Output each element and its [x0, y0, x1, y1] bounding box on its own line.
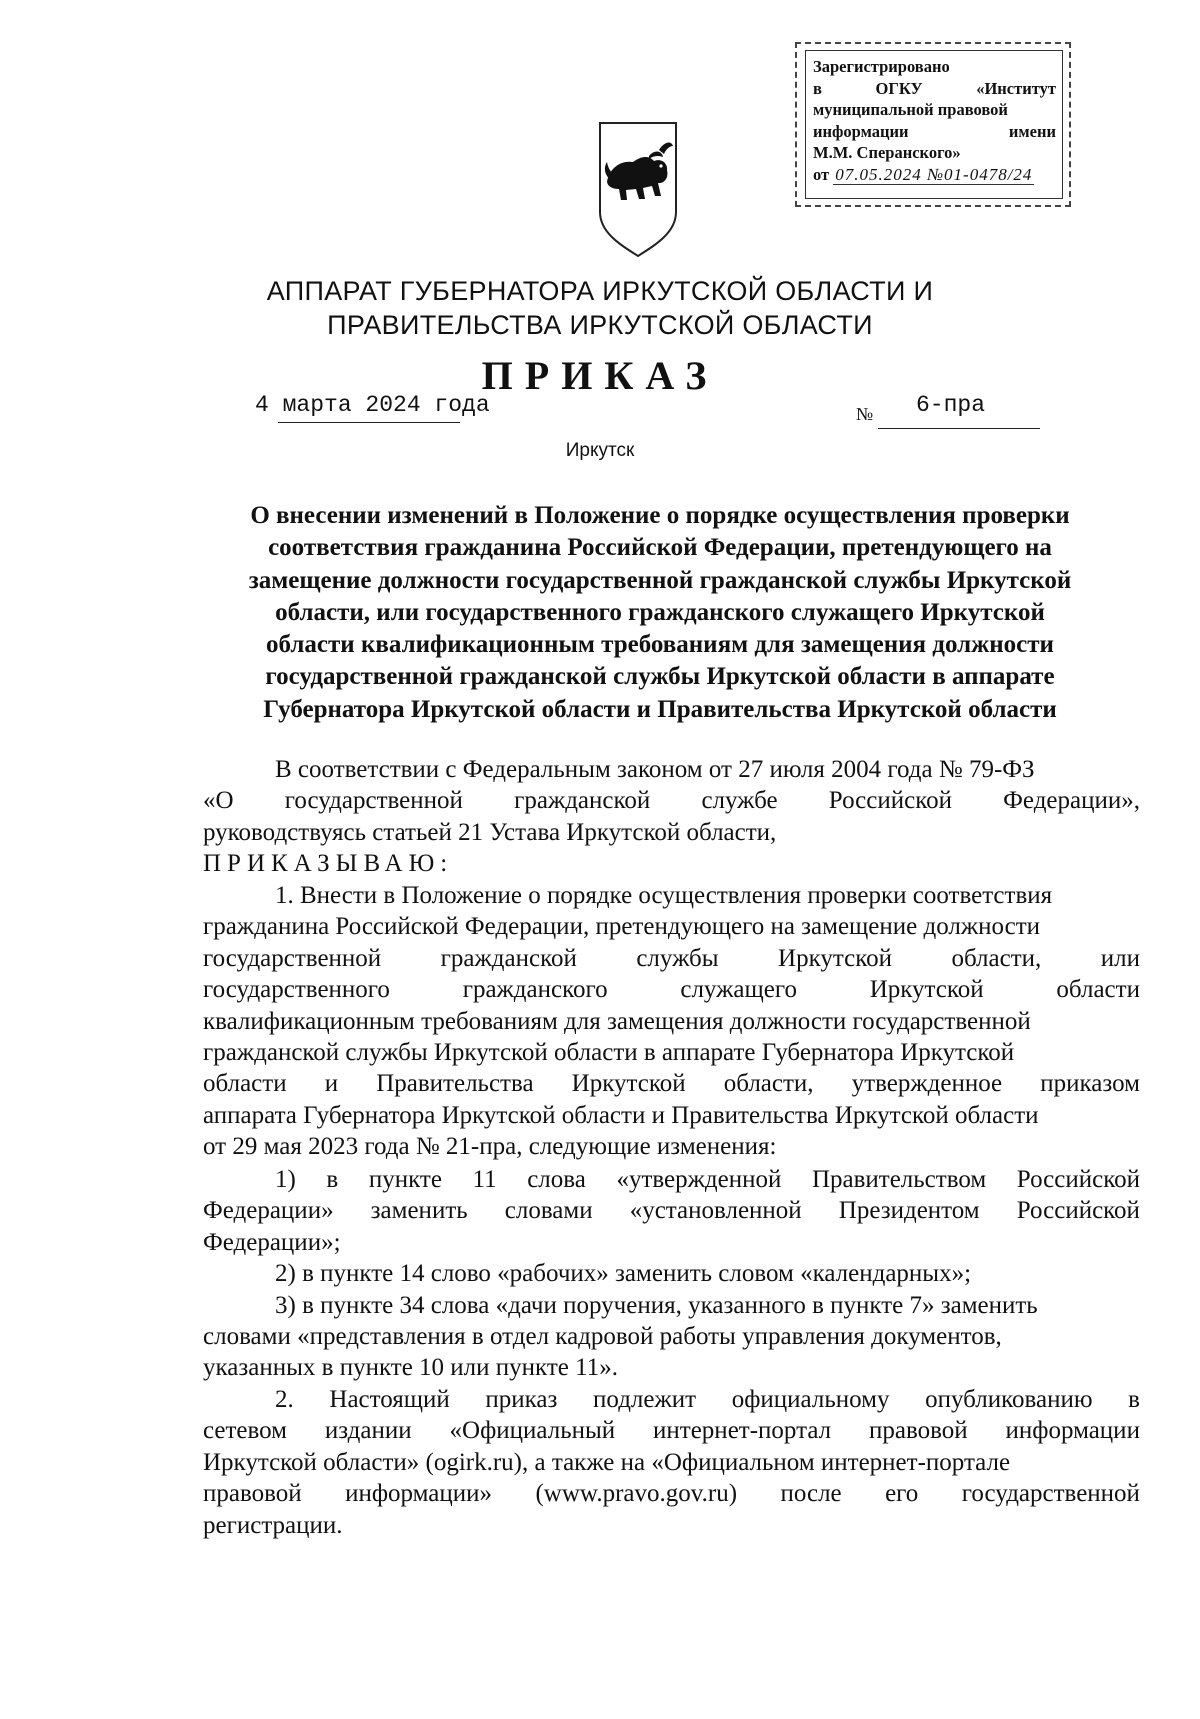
- word: издании: [324, 1417, 412, 1445]
- word: 1): [275, 1166, 296, 1193]
- document-number: 6-пра: [916, 392, 986, 418]
- paragraph-2: [203, 1384, 1140, 1541]
- subitem-3-line: указанных в пункте 10 или пункте 11».: [203, 1354, 618, 1382]
- word: слова: [527, 1166, 586, 1193]
- word: в: [1128, 1386, 1140, 1413]
- stamp-word: ОГКУ: [875, 78, 923, 98]
- word: после: [780, 1480, 842, 1508]
- document-number-label: №: [856, 404, 874, 424]
- heading-line: государственной гражданской службы Иркутской области в аппарате: [265, 663, 1055, 691]
- paragraph-line: гражданина Российской Федерации, претендующего на замещение должности: [203, 913, 1041, 941]
- word: в: [326, 1166, 339, 1193]
- stamp-line-2: [813, 78, 1056, 100]
- preamble-line: В соответствии с Федеральным законом от 27 июля 2004 года № 79-ФЗ: [275, 756, 1035, 783]
- word: подлежит: [593, 1386, 697, 1413]
- word: государственного: [203, 976, 390, 1004]
- preamble-line: руководствуясь статьей 21 Устава Иркутской области,: [203, 818, 777, 846]
- word: 2.: [275, 1386, 294, 1413]
- word: гражданской: [514, 787, 651, 815]
- word: правовой: [203, 1480, 302, 1508]
- word: Иркутской: [571, 1070, 686, 1098]
- subitem-3-line: 3) в пункте 34 слова «дачи поручения, указанного в пункте 7» заменить: [275, 1291, 1038, 1319]
- word: Российской: [1016, 1166, 1140, 1193]
- word: «установленной: [629, 1197, 802, 1225]
- stamp-line-3: муниципальной правовой: [813, 100, 1008, 119]
- stamp-date-prefix: от: [813, 164, 830, 184]
- word: гражданской: [440, 944, 577, 972]
- paragraph-line-justified: [203, 974, 1140, 1005]
- subitem-line: Федерации»;: [203, 1228, 341, 1256]
- word: приказом: [1040, 1070, 1140, 1098]
- word: государственной: [284, 787, 463, 815]
- word: пункте: [368, 1166, 442, 1193]
- word: Настоящий: [329, 1386, 450, 1413]
- word: и: [324, 1070, 339, 1098]
- heading-line: О внесении изменений в Положение о порядке осуществления проверки: [250, 502, 1070, 529]
- heading-line: Губернатора Иркутской области и Правительства Иркутской области: [263, 695, 1057, 723]
- word: Иркутской: [869, 976, 984, 1004]
- word: гражданского: [462, 976, 608, 1004]
- paragraph-line: квалификационным требованиям для замещения должности государственной: [203, 1007, 1031, 1035]
- word: служащего: [680, 976, 797, 1004]
- heading-line: замещение должности государственной гражданской службы Иркутской: [248, 566, 1072, 594]
- stamp-line-4: [813, 121, 1056, 143]
- word: информации: [1005, 1417, 1140, 1445]
- word: сетевом: [203, 1417, 287, 1445]
- stamp-line-1: Зарегистрировано: [813, 57, 950, 76]
- word: его: [885, 1480, 919, 1508]
- paragraph-line-justified: [203, 1415, 1140, 1446]
- paragraph-line-justified: [203, 1068, 1140, 1099]
- word: заменить: [370, 1197, 468, 1225]
- registration-stamp-inner: [805, 50, 1063, 199]
- word: Правительством: [811, 1166, 987, 1193]
- word: Президентом: [838, 1197, 980, 1225]
- word: службы: [636, 944, 719, 972]
- word: (www.pravo.gov.ru): [535, 1480, 738, 1508]
- stamp-word: в: [813, 78, 822, 98]
- paragraph-line: Иркутской области» (ogirk.ru), а также на «Официальном интернет-портале: [203, 1448, 1011, 1476]
- subitem-1-line-justified: [203, 1195, 1140, 1226]
- paragraph-line: регистрации.: [203, 1511, 343, 1539]
- word: области: [203, 1070, 287, 1098]
- preamble: [203, 754, 1140, 880]
- word: Российской: [1016, 1197, 1140, 1225]
- word: Российской: [828, 787, 952, 815]
- word: Федерации»,: [1003, 787, 1140, 815]
- coat-of-arms-icon: [597, 120, 679, 260]
- word: 11: [472, 1166, 497, 1193]
- paragraph-line-justified: [203, 943, 1140, 974]
- word: утвержденное: [851, 1070, 1003, 1098]
- subitems: [203, 1164, 1140, 1384]
- paragraph-line: гражданской службы Иркутской области в аппарате Губернатора Иркутской: [203, 1039, 1015, 1067]
- date-underline: [278, 422, 460, 423]
- document-date: 4 марта 2024 года: [255, 392, 490, 418]
- heading-line: области, или государственного гражданского служащего Иркутской: [275, 598, 1045, 626]
- word: Федерации»: [203, 1197, 334, 1225]
- paragraph-1: [203, 880, 1140, 1163]
- word: «О: [203, 787, 234, 815]
- word: правовой: [868, 1417, 968, 1445]
- word: области,: [723, 1070, 814, 1098]
- word: области: [1056, 976, 1140, 1004]
- word: Правительства: [376, 1070, 534, 1098]
- stamp-word: имени: [1008, 121, 1056, 141]
- heading-line: соответствия гражданина Российской Федерации, претендующего на: [268, 534, 1052, 562]
- paragraph-line-justified: [203, 1384, 1140, 1415]
- word: государственной: [961, 1480, 1140, 1508]
- heading-line: области квалификационным требованиям для замещения должности: [266, 631, 1054, 659]
- word: словами: [504, 1197, 593, 1225]
- word: Иркутской: [778, 944, 892, 972]
- stamp-line-6: [813, 164, 1056, 186]
- word: области,: [951, 944, 1042, 972]
- word: «утвержденной: [616, 1166, 782, 1193]
- word: интернет-портал: [653, 1417, 832, 1445]
- organization-name-line-2: ПРАВИТЕЛЬСТВА ИРКУТСКОЙ ОБЛАСТИ: [327, 310, 873, 340]
- subitem-3-line: словами «представления в отдел кадровой работы управления документов,: [203, 1323, 1002, 1351]
- document-type-title: ПРИКАЗ: [481, 353, 719, 398]
- subitem-1-line-justified: [203, 1164, 1140, 1195]
- order-directive: ПРИКАЗЫВАЮ:: [203, 850, 454, 878]
- organization-name-line-1: АППАРАТ ГУБЕРНАТОРА ИРКУТСКОЙ ОБЛАСТИ И: [266, 276, 934, 306]
- document-heading: [200, 500, 1120, 726]
- stamp-handwritten-registration: 07.05.2024 №01-0478/24: [835, 164, 1033, 184]
- registration-stamp: [795, 42, 1071, 207]
- stamp-word: «Институт: [976, 78, 1056, 98]
- document-city: Иркутск: [565, 440, 635, 461]
- word: приказ: [485, 1386, 558, 1413]
- number-underline: [878, 428, 1040, 429]
- paragraph-line: аппарата Губернатора Иркутской области и Правительства Иркутской области: [203, 1101, 1039, 1129]
- stamp-word: информации: [813, 121, 909, 141]
- subitem-2-line: 2) в пункте 14 слово «рабочих» заменить словом «календарных»;: [275, 1260, 972, 1288]
- paragraph-line-justified: [203, 1478, 1140, 1509]
- paragraph-line: от 29 мая 2023 года № 21-пра, следующие изменения:: [203, 1133, 777, 1161]
- word: государственной: [203, 944, 382, 972]
- word: опубликованию: [925, 1386, 1093, 1413]
- paragraph-line: 1. Внести в Положение о порядке осуществления проверки соответствия: [275, 882, 1053, 909]
- word: или: [1100, 944, 1140, 972]
- stamp-line-5: М.М. Сперанского»: [813, 143, 961, 162]
- preamble-line-justified: [203, 785, 1140, 816]
- word: «Официальный: [449, 1417, 616, 1445]
- word: информации»: [345, 1480, 493, 1508]
- word: службе: [701, 787, 778, 815]
- word: официальному: [731, 1386, 890, 1413]
